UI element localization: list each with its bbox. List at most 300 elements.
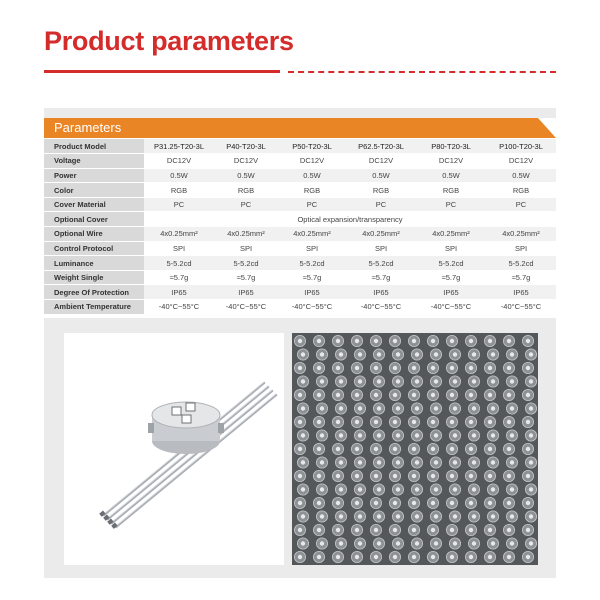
row-value: 5-5.2cd xyxy=(278,256,346,271)
table-row xyxy=(44,139,556,154)
led-pixel-lens xyxy=(412,420,416,424)
row-value: -40°C~55°C xyxy=(416,300,486,315)
row-value: ≈5.7g xyxy=(144,270,214,285)
led-pixel-lens xyxy=(396,487,400,491)
led-pixel-lens xyxy=(453,352,457,356)
led-pixel-lens xyxy=(507,393,511,397)
title-underline-solid xyxy=(44,70,280,73)
row-value: SPI xyxy=(416,241,486,256)
table-row xyxy=(44,212,556,227)
led-pixel-lens xyxy=(412,366,416,370)
led-pixel-lens xyxy=(488,528,492,532)
row-value: 0.5W xyxy=(214,168,278,183)
row-value: P50-T20-3L xyxy=(278,139,346,154)
row-value: -40°C~55°C xyxy=(278,300,346,315)
led-pixel-lens xyxy=(491,514,495,518)
led-pixel-lens xyxy=(526,393,530,397)
led-pixel-lens xyxy=(488,339,492,343)
row-label: Optional Wire xyxy=(44,227,144,242)
led-pixel-lens xyxy=(355,474,359,478)
led-pixel-lens xyxy=(377,433,381,437)
led-pixel-lens xyxy=(431,501,435,505)
table-row xyxy=(44,183,556,198)
table-top-band xyxy=(44,108,556,118)
led-pixel-module-image xyxy=(64,333,284,565)
led-pixel-lens xyxy=(336,555,340,559)
row-value: IP65 xyxy=(346,285,416,300)
product-photo xyxy=(64,333,284,565)
led-pixel-lens xyxy=(358,406,362,410)
led-pixel-lens xyxy=(317,528,321,532)
led-pixel-lens xyxy=(320,487,324,491)
led-pixel-lens xyxy=(415,514,419,518)
led-pixel-lens xyxy=(529,487,533,491)
led-pixel-lens xyxy=(336,474,340,478)
led-pixel-lens xyxy=(374,555,378,559)
led-pixel-lens xyxy=(450,555,454,559)
led-pixel-lens xyxy=(529,406,533,410)
row-value: PC xyxy=(278,197,346,212)
row-value: RGB xyxy=(278,183,346,198)
led-pixel-lens xyxy=(393,528,397,532)
page-title: Product parameters xyxy=(44,26,294,56)
row-label: Voltage xyxy=(44,154,144,169)
led-pixel-lens xyxy=(434,460,438,464)
row-value: 0.5W xyxy=(144,168,214,183)
led-pixel-lens xyxy=(301,460,305,464)
led-pixel-lens xyxy=(298,528,302,532)
row-value: SPI xyxy=(486,241,556,256)
led-pixel-lens xyxy=(453,460,457,464)
row-value: 4x0.25mm² xyxy=(416,227,486,242)
led-pixel-lens xyxy=(491,406,495,410)
led-pixel-lens xyxy=(377,406,381,410)
row-value: RGB xyxy=(214,183,278,198)
table-row xyxy=(44,256,556,271)
led-pixel-lens xyxy=(336,393,340,397)
row-value: 0.5W xyxy=(486,168,556,183)
led-pixel-lens xyxy=(298,393,302,397)
led-pixel-lens xyxy=(431,447,435,451)
led-pixel-lens xyxy=(510,514,514,518)
row-value: SPI xyxy=(278,241,346,256)
led-pixel-lens xyxy=(355,339,359,343)
led-pixel-lens xyxy=(472,406,476,410)
row-value: 4x0.25mm² xyxy=(214,227,278,242)
led-pixel-lens xyxy=(396,541,400,545)
led-pixel-lens xyxy=(412,528,416,532)
led-pixel-lens xyxy=(412,447,416,451)
led-pixel-lens xyxy=(339,433,343,437)
led-pixel-lens xyxy=(510,406,514,410)
row-value: P40-T20-3L xyxy=(214,139,278,154)
row-value: ≈5.7g xyxy=(278,270,346,285)
led-pixel-lens xyxy=(415,352,419,356)
led-pixel-lens xyxy=(298,474,302,478)
led-pixel-lens xyxy=(339,406,343,410)
led-pixel-lens xyxy=(434,487,438,491)
led-pixel-lens xyxy=(510,460,514,464)
row-value: 5-5.2cd xyxy=(486,256,556,271)
row-value: 5-5.2cd xyxy=(416,256,486,271)
led-pixel-lens xyxy=(450,420,454,424)
led-pixel-lens xyxy=(317,447,321,451)
led-pixel-lens xyxy=(472,460,476,464)
led-pixel-lens xyxy=(491,352,495,356)
row-value: ≈5.7g xyxy=(214,270,278,285)
led-pixel-lens xyxy=(396,406,400,410)
led-pixel-lens xyxy=(317,501,321,505)
led-pixel-lens xyxy=(529,514,533,518)
led-pixel-lens xyxy=(298,366,302,370)
led-pixel-lens xyxy=(339,352,343,356)
row-value: IP65 xyxy=(144,285,214,300)
led-pixel-lens xyxy=(377,541,381,545)
params-header-title: Parameters xyxy=(54,120,122,135)
table-row xyxy=(44,168,556,183)
led-pixel-lens xyxy=(339,541,343,545)
led-pixel-lens xyxy=(431,420,435,424)
led-pixel-lens xyxy=(393,474,397,478)
led-pixel-lens xyxy=(507,555,511,559)
led-pixel-lens xyxy=(472,541,476,545)
row-value: P100-T20-3L xyxy=(486,139,556,154)
led-pixel-lens xyxy=(529,460,533,464)
led-pixel-lens xyxy=(529,541,533,545)
row-label: Product Model xyxy=(44,139,144,154)
row-value: 4x0.25mm² xyxy=(144,227,214,242)
led-pixel-lens xyxy=(377,514,381,518)
led-pixel-lens xyxy=(510,541,514,545)
table-row xyxy=(44,197,556,212)
table-row xyxy=(44,154,556,169)
led-pixel-lens xyxy=(393,447,397,451)
led-pixel-lens xyxy=(526,474,530,478)
row-value: 5-5.2cd xyxy=(346,256,416,271)
led-pixel-lens xyxy=(491,541,495,545)
led-pixel-lens xyxy=(355,366,359,370)
table-row xyxy=(44,270,556,285)
led-pixel-lens xyxy=(301,406,305,410)
led-pixel-lens xyxy=(412,339,416,343)
led-pixel-lens xyxy=(415,433,419,437)
led-pixel-lens xyxy=(336,528,340,532)
led-pixel-lens xyxy=(472,433,476,437)
led-pixel-lens xyxy=(450,339,454,343)
led-pixel-lens xyxy=(317,420,321,424)
row-label: Degree Of Protection xyxy=(44,285,144,300)
led-pixel-lens xyxy=(301,541,305,545)
led-pixel-lens xyxy=(298,339,302,343)
led-pixel-lens xyxy=(415,541,419,545)
led-pixel-lens xyxy=(336,339,340,343)
led-pixel-lens xyxy=(488,555,492,559)
led-pixel-lens xyxy=(526,555,530,559)
row-value: 4x0.25mm² xyxy=(486,227,556,242)
led-pixel-lens xyxy=(396,514,400,518)
led-pixel-lens xyxy=(450,366,454,370)
led-pixel-lens xyxy=(412,393,416,397)
led-pixel-lens xyxy=(431,339,435,343)
led-pixel-lens xyxy=(453,406,457,410)
led-pixel-lens xyxy=(453,514,457,518)
led-pixel-lens xyxy=(358,487,362,491)
led-pixel-lens xyxy=(469,474,473,478)
table-row xyxy=(44,227,556,242)
led-pixel-lens xyxy=(301,379,305,383)
led-pixel-lens xyxy=(358,541,362,545)
led-pixel-lens xyxy=(507,366,511,370)
led-pixel-lens xyxy=(488,420,492,424)
led-pixel-lens xyxy=(491,460,495,464)
table-row xyxy=(44,241,556,256)
row-value: IP65 xyxy=(416,285,486,300)
led-pixel-lens xyxy=(317,366,321,370)
led-pixel-lens xyxy=(434,514,438,518)
row-label: Optional Cover xyxy=(44,212,144,227)
row-label: Power xyxy=(44,168,144,183)
led-pixel-lens xyxy=(339,379,343,383)
row-value: P31.25-T20-3L xyxy=(144,139,214,154)
led-pixel-lens xyxy=(320,541,324,545)
led-pixel-lens xyxy=(393,501,397,505)
led-pixel-lens xyxy=(529,352,533,356)
led-pixel-lens xyxy=(355,501,359,505)
row-value: RGB xyxy=(144,183,214,198)
led-pixel-lens xyxy=(339,487,343,491)
led-pixel-lens xyxy=(336,447,340,451)
led-pixel-lens xyxy=(431,366,435,370)
led-pixel-lens xyxy=(488,393,492,397)
led-pixel-lens xyxy=(396,460,400,464)
row-value: DC12V xyxy=(486,154,556,169)
row-value: RGB xyxy=(416,183,486,198)
led-pixel-lens xyxy=(469,555,473,559)
led-pixel-lens xyxy=(507,420,511,424)
led-pixel-lens xyxy=(412,474,416,478)
led-pixel-lens xyxy=(393,420,397,424)
row-value: SPI xyxy=(214,241,278,256)
led-pixel-lens xyxy=(377,487,381,491)
led-pixel-lens xyxy=(358,433,362,437)
led-pixel-lens xyxy=(320,406,324,410)
led-pixel-lens xyxy=(469,339,473,343)
led-pixel-lens xyxy=(377,379,381,383)
led-pixel-lens xyxy=(393,555,397,559)
row-value: -40°C~55°C xyxy=(214,300,278,315)
led-pixel-lens xyxy=(450,501,454,505)
led-pixel-lens xyxy=(453,433,457,437)
led-pixel-lens xyxy=(434,406,438,410)
led-pixel-lens xyxy=(434,433,438,437)
led-pixel-lens xyxy=(507,447,511,451)
led-pixel-lens xyxy=(507,528,511,532)
led-pixel-lens xyxy=(358,379,362,383)
row-value-span: Optical expansion/transparency xyxy=(144,212,556,227)
params-table xyxy=(44,139,556,315)
row-value: ≈5.7g xyxy=(416,270,486,285)
row-value: SPI xyxy=(144,241,214,256)
led-pixel-lens xyxy=(374,420,378,424)
led-pixel-lens xyxy=(526,420,530,424)
led-pixel-lens xyxy=(393,339,397,343)
led-pixel-lens xyxy=(298,501,302,505)
row-value: 0.5W xyxy=(278,168,346,183)
row-value: 5-5.2cd xyxy=(214,256,278,271)
row-label: Control Protocol xyxy=(44,241,144,256)
led-pixel-lens xyxy=(469,447,473,451)
led-array-image xyxy=(292,333,538,565)
led-pixel-lens xyxy=(298,447,302,451)
led-pixel-lens xyxy=(377,352,381,356)
led-pixel-lens xyxy=(374,447,378,451)
row-value: ≈5.7g xyxy=(346,270,416,285)
row-label: Color xyxy=(44,183,144,198)
led-pixel-lens xyxy=(355,528,359,532)
led-pixel-lens xyxy=(320,460,324,464)
led-pixel-lens xyxy=(374,474,378,478)
led-pixel-lens xyxy=(358,460,362,464)
led-pixel-lens xyxy=(526,366,530,370)
row-value: RGB xyxy=(346,183,416,198)
row-value: RGB xyxy=(486,183,556,198)
table-row xyxy=(44,285,556,300)
led-pixel-lens xyxy=(491,487,495,491)
led-pixel-lens xyxy=(450,528,454,532)
led-pixel-lens xyxy=(374,366,378,370)
led-pixel-lens xyxy=(358,514,362,518)
led-pixel-lens xyxy=(453,487,457,491)
header-corner-notch xyxy=(538,118,556,138)
row-value: IP65 xyxy=(214,285,278,300)
led-pixel-lens xyxy=(510,379,514,383)
led-pixel-lens xyxy=(510,487,514,491)
led-pixel-lens xyxy=(396,379,400,383)
row-value: IP65 xyxy=(278,285,346,300)
led-pixel-lens xyxy=(469,366,473,370)
led-pixel-lens xyxy=(488,447,492,451)
led-pixel-lens xyxy=(526,528,530,532)
row-value: SPI xyxy=(346,241,416,256)
led-pixel-lens xyxy=(393,366,397,370)
row-label: Weight Single xyxy=(44,270,144,285)
row-value: P80-T20-3L xyxy=(416,139,486,154)
led-pixel-lens xyxy=(317,339,321,343)
row-value: DC12V xyxy=(278,154,346,169)
led-pixel-lens xyxy=(510,433,514,437)
led-pixel-lens xyxy=(434,352,438,356)
led-pixel-lens xyxy=(336,501,340,505)
led-pixel-lens xyxy=(431,474,435,478)
led-pixel-lens xyxy=(507,474,511,478)
led-pixel-lens xyxy=(526,339,530,343)
led-pixel-lens xyxy=(374,501,378,505)
led-pixel-lens xyxy=(491,433,495,437)
row-value: 0.5W xyxy=(346,168,416,183)
row-value: 4x0.25mm² xyxy=(278,227,346,242)
row-value: DC12V xyxy=(346,154,416,169)
row-value: 0.5W xyxy=(416,168,486,183)
row-value: PC xyxy=(416,197,486,212)
led-pixel-lens xyxy=(317,555,321,559)
led-pixel-lens xyxy=(434,541,438,545)
led-pixel-lens xyxy=(320,352,324,356)
row-value: PC xyxy=(486,197,556,212)
led-pixel-lens xyxy=(488,474,492,478)
led-pixel-lens xyxy=(339,514,343,518)
row-value: IP65 xyxy=(486,285,556,300)
row-value: P62.5-T20-3L xyxy=(346,139,416,154)
led-pixel-lens xyxy=(472,379,476,383)
led-pixel-lens xyxy=(469,420,473,424)
led-pixel-lens xyxy=(526,447,530,451)
led-pixel-lens xyxy=(412,555,416,559)
led-pixel-lens xyxy=(415,379,419,383)
led-pixel-lens xyxy=(472,514,476,518)
led-pixel-lens xyxy=(469,528,473,532)
led-pixel-lens xyxy=(529,433,533,437)
led-pixel-lens xyxy=(488,501,492,505)
led-pixel-lens xyxy=(450,474,454,478)
led-pixel-lens xyxy=(491,379,495,383)
row-value: -40°C~55°C xyxy=(144,300,214,315)
led-pixel-lens xyxy=(358,352,362,356)
led-pixel-lens xyxy=(317,474,321,478)
row-value: PC xyxy=(346,197,416,212)
led-pixel-lens xyxy=(469,393,473,397)
led-pixel-lens xyxy=(336,420,340,424)
row-value: 5-5.2cd xyxy=(144,256,214,271)
led-pixel-lens xyxy=(355,555,359,559)
led-pixel-lens xyxy=(320,433,324,437)
led-pixel-lens xyxy=(301,433,305,437)
led-pixel-lens xyxy=(434,379,438,383)
led-pixel-lens xyxy=(301,487,305,491)
led-pixel-lens xyxy=(355,447,359,451)
led-pixel-lens xyxy=(450,393,454,397)
led-pixel-lens xyxy=(396,352,400,356)
row-value: 4x0.25mm² xyxy=(346,227,416,242)
led-pixel-lens xyxy=(393,393,397,397)
table-row xyxy=(44,300,556,315)
led-pixel-lens xyxy=(453,541,457,545)
led-pixel-lens xyxy=(298,555,302,559)
led-pixel-lens xyxy=(336,366,340,370)
led-pixel-lens xyxy=(396,433,400,437)
led-pixel-lens xyxy=(472,487,476,491)
led-pixel-lens xyxy=(377,460,381,464)
led-pixel-lens xyxy=(355,393,359,397)
led-pixel-lens xyxy=(374,528,378,532)
led-pixel-lens xyxy=(412,501,416,505)
led-pixel-lens xyxy=(320,379,324,383)
led-pixel-lens xyxy=(431,528,435,532)
row-label: Ambient Temperature xyxy=(44,300,144,315)
led-pixel-lens xyxy=(526,501,530,505)
led-pixel-lens xyxy=(415,406,419,410)
led-pixel-lens xyxy=(510,352,514,356)
led-pixel-lens xyxy=(431,393,435,397)
led-grid-photo xyxy=(292,333,538,565)
led-pixel-lens xyxy=(469,501,473,505)
led-pixel-lens xyxy=(507,339,511,343)
led-pixel-lens xyxy=(431,555,435,559)
row-label: Cover Material xyxy=(44,197,144,212)
row-value: PC xyxy=(214,197,278,212)
led-pixel-lens xyxy=(355,420,359,424)
led-pixel-lens xyxy=(507,501,511,505)
led-pixel-lens xyxy=(301,352,305,356)
